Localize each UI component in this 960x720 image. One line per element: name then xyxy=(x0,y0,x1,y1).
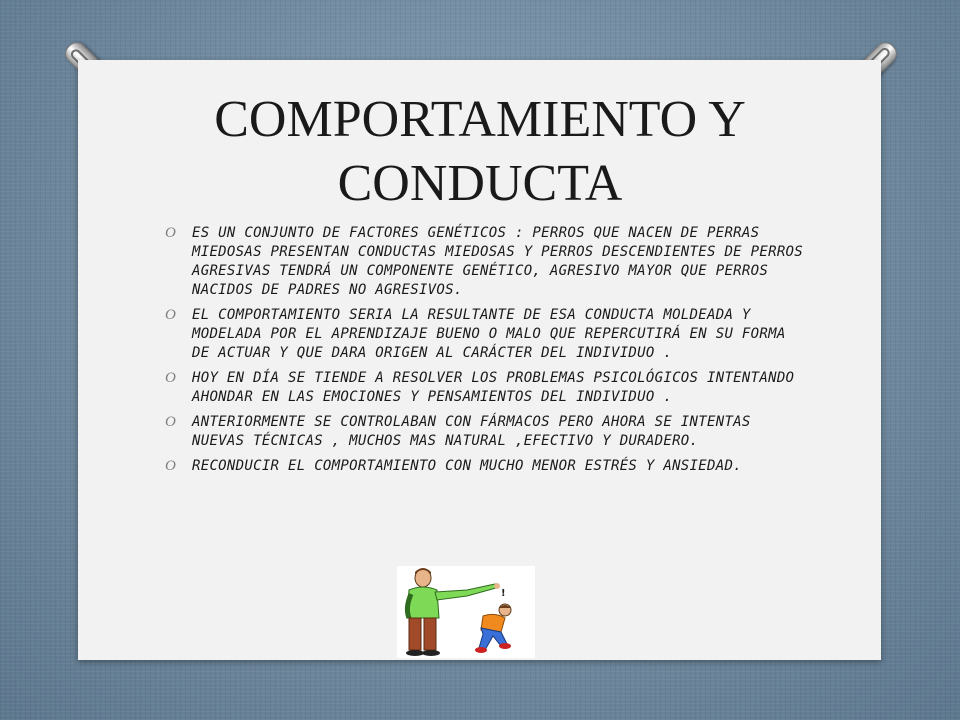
bullet-list xyxy=(165,224,805,482)
bullet-item xyxy=(165,224,805,300)
bullet-text: RECONDUCIR EL COMPORTAMIENTO CON MUCHO MENOR ESTRÉS Y ANSIEDAD. xyxy=(192,458,742,474)
exclamation-mark: ! xyxy=(501,588,506,599)
bullet-text: ANTERIORMENTE SE CONTROLABAN CON FÁRMACOS PERO AHORA SE INTENTAS NUEVAS TÉCNICAS , MUCHOS MAS NATURAL ,EFECTIVO Y DURADERO. xyxy=(192,414,751,449)
bullet-item xyxy=(165,306,805,363)
bullet-item xyxy=(165,457,805,476)
bullet-text: ES UN CONJUNTO DE FACTORES GENÉTICOS : PERROS QUE NACEN DE PERRAS MIEDOSAS PRESENTAN CONDUCTAS MIEDOSAS Y PERROS DESCENDIENTES DE PERROS AGRESIVAS TENDRÁ UN COMPONENTE GENÉTICO, AGRESIVO MAYOR QUE PERROS NACIDOS DE PADRES NO AGRESIVOS. xyxy=(192,225,804,298)
bullet-marker-icon: O xyxy=(165,414,177,430)
bullet-text: EL COMPORTAMIENTO SERIA LA RESULTANTE DE ESA CONDUCTA MOLDEADA Y MODELADA POR EL APRENDIZAJE BUENO O MALO QUE REPERCUTIRÁ EN SU FORMA DE ACTUAR Y QUE DARA ORIGEN AL CARÁCTER DEL INDIVIDUO . xyxy=(192,307,786,361)
bullet-marker-icon: O xyxy=(165,307,177,323)
bullet-text: HOY EN DÍA SE TIENDE A RESOLVER LOS PROBLEMAS PSICOLÓGICOS INTENTANDO AHONDAR EN LAS EMOCIONES Y PENSAMIENTOS DEL INDIVIDUO . xyxy=(192,370,795,405)
bullet-marker-icon: O xyxy=(165,370,177,386)
scolding-illustration xyxy=(397,566,535,658)
bullet-item xyxy=(165,413,805,451)
bullet-marker-icon: O xyxy=(165,458,177,474)
bullet-item xyxy=(165,369,805,407)
slide-title: COMPORTAMIENTO Y CONDUCTA xyxy=(214,91,746,212)
bullet-marker-icon: O xyxy=(165,225,177,241)
